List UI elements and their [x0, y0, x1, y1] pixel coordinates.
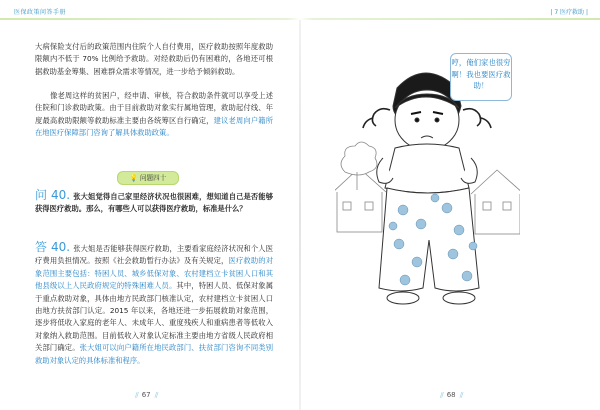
paragraph-2 [35, 90, 273, 140]
page-number-right-value: 68 [446, 391, 456, 399]
page-number-right [440, 391, 462, 399]
speech-bubble: 哼，俺们家也很穷啊！我也要医疗救助！ [450, 53, 512, 101]
answer-highlight-2: 张大姐可以向户籍所在地民政部门、扶贫部门咨询不同类别救助对象认定的具体标准和程序。 [35, 343, 274, 365]
page-slash-decor: // [459, 391, 463, 399]
answer-label: 答 40. [35, 240, 71, 254]
question-text: 张大姐觉得自己家里经济状况也很困难，想知道自己是否能够获得医疗救助。那么，有哪些人可以获得医疗救助，标准是什么？ [35, 192, 274, 214]
question-badge [117, 171, 179, 185]
page-number-left [135, 391, 157, 399]
question-badge-label: 问题四十 [139, 174, 167, 182]
feet [387, 292, 475, 304]
lightbulb-icon: 💡 [129, 174, 138, 182]
paragraph-2-highlight: 建议老周向户籍所在地医疗保障部门咨询了解具体救助政策。 [35, 115, 273, 138]
house-right-icon [471, 170, 520, 234]
answer-text-1: 张大姐是否能够获得医疗救助，主要看家庭经济状况和个人医疗费用负担情况。按照《社会救助暂行办法》及有关规定， [35, 244, 274, 266]
header-chapter-title: | 7 医疗救助 | [550, 9, 588, 16]
answer-text-2: 其中，特困人员、低保对象属于重点救助对象，具体由地方民政部门核准认定，农村建档立卡贫困人口由地方扶贫部门认定。2015 年以来，各地还进一步拓展救助对象范围，逐步将低收入家庭的老年人、未成年人、重度残疾人和重病患者等低收入对象纳入救助范围。目前低收入对象认定标准主要由地方省级人民政府相关部门确定。 [35, 281, 274, 353]
page-slash-decor: // [135, 391, 138, 399]
paragraph-2-text: 像老周这样的贫困户，经申请、审核，符合救助条件就可以享受上述住院和门诊救助政策。由于目前救助对象实行属地管理，救助起付线、年度最高救助限额等救助标准主要由各统筹区自行确定， [35, 91, 273, 125]
page-number-left-value: 67 [141, 391, 151, 399]
book-gutter [299, 20, 301, 410]
page-slash-decor: // [154, 391, 158, 399]
answer-40 [35, 241, 273, 367]
body [377, 144, 479, 291]
paragraph-1: 大病保险支付后的政策范围内住院个人自付费用，医疗救助按照年度救助限额内不低于 70% 比例给予救助。对经救助后仍有困难的，各地还可根据救助基金筹集、困难群众需求等情况，进一步给予倾斜救助。 [35, 42, 273, 76]
answer-highlight-1: 医疗救助的对象范围主要包括：特困人员、城乡低保对象、农村建档立卡贫困人口和其他县级以上人民政府规定的特殊困难人员。 [35, 256, 274, 291]
header-book-title: 医保政策问答手册 [14, 9, 67, 16]
question-40 [35, 189, 273, 216]
question-label: 问 40. [35, 188, 71, 202]
page-slash-decor: // [440, 391, 443, 399]
